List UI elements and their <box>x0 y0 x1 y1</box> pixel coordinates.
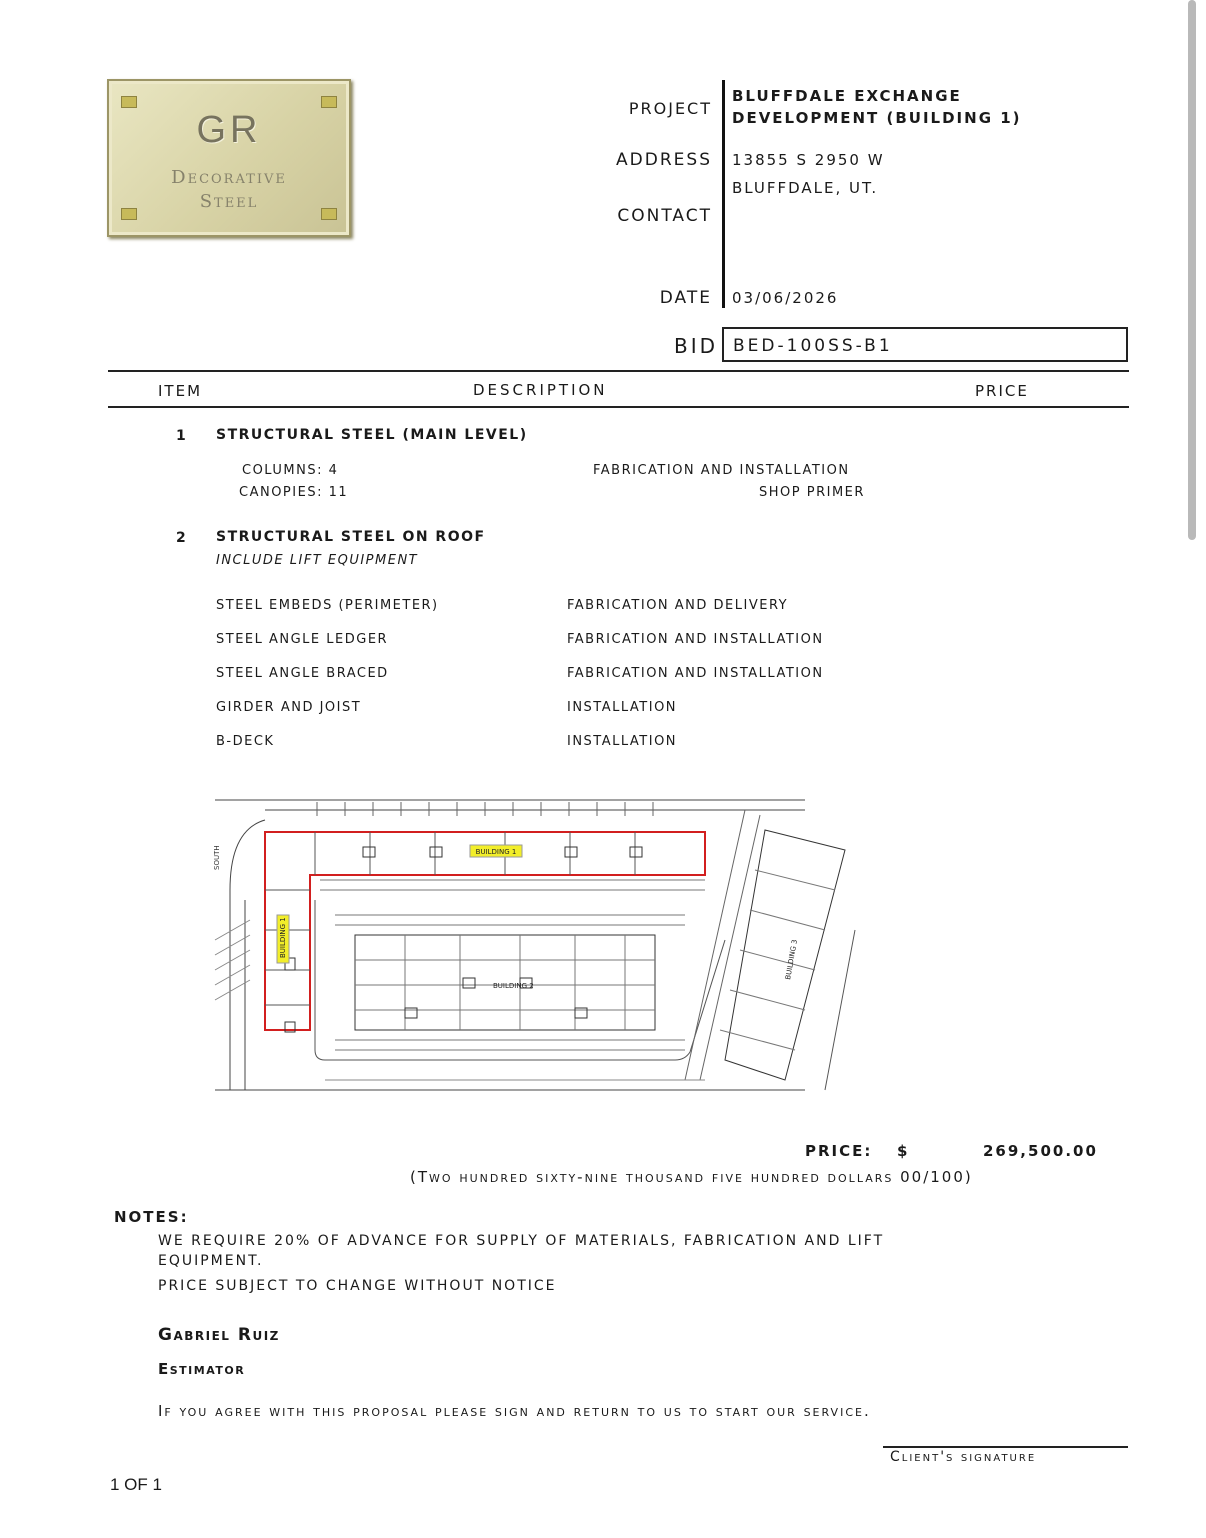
item-1-number: 1 <box>176 428 188 444</box>
signer-title: Estimator <box>158 1360 246 1378</box>
logo-initials: GR <box>196 109 262 151</box>
table-bottom-rule <box>108 406 1129 408</box>
note-price-subject: PRICE SUBJECT TO CHANGE WITHOUT NOTICE <box>158 1278 557 1294</box>
item-1-finish: SHOP PRIMER <box>759 485 865 500</box>
logo-line-steel: Steel <box>199 191 259 212</box>
item-2-title: STRUCTURAL STEEL ON ROOF <box>216 529 486 545</box>
project-line2: DEVELOPMENT (BUILDING 1) <box>732 109 1022 127</box>
date-value: 03/06/2026 <box>732 289 839 307</box>
price-amount: 269,500.00 <box>983 1142 1098 1160</box>
rivet-icon <box>121 96 137 108</box>
note-advance-line1: WE REQUIRE 20% OF ADVANCE FOR SUPPLY OF MATERIALS, FABRICATION AND LIFT <box>158 1233 885 1249</box>
item-2-line-desc: GIRDER AND JOIST <box>216 700 362 715</box>
address-line2: BLUFFDALE, UT. <box>732 179 879 197</box>
date-label: DATE <box>659 288 712 308</box>
notes-label: NOTES: <box>114 1208 189 1226</box>
contact-label: CONTACT <box>617 206 712 226</box>
item-2-line-scope: INSTALLATION <box>567 700 678 715</box>
table-top-rule <box>108 370 1129 372</box>
logo-line-decorative: Decorative <box>171 167 287 188</box>
page-number: 1 OF 1 <box>110 1475 162 1494</box>
site-plan-drawing <box>205 790 865 1100</box>
price-label: PRICE: <box>805 1142 873 1160</box>
item-2-line-scope: FABRICATION AND INSTALLATION <box>567 666 824 681</box>
price-currency: $ <box>897 1142 908 1160</box>
bid-label: BID <box>673 334 718 358</box>
siteplan-building-1-label: BUILDING 1 <box>475 848 517 856</box>
siteplan-south-label: SOUTH <box>213 845 221 870</box>
bid-value: BED-100SS-B1 <box>733 336 893 356</box>
rivet-icon <box>321 96 337 108</box>
item-2-line-scope: INSTALLATION <box>567 734 678 749</box>
address-line1: 13855 S 2950 W <box>732 151 885 169</box>
siteplan-building-1-vertical-label: BUILDING 1 <box>279 917 287 958</box>
header-item: ITEM <box>158 382 203 400</box>
header-description: DESCRIPTION <box>473 381 608 399</box>
item-2-line-desc: STEEL EMBEDS (PERIMETER) <box>216 598 439 613</box>
address-label: ADDRESS <box>616 150 712 170</box>
closing-statement: If you agree with this proposal please sign and return to us to start our service. <box>158 1402 871 1420</box>
project-label: PROJECT <box>628 99 712 118</box>
item-1-scope: FABRICATION AND INSTALLATION <box>593 463 850 478</box>
item-2-subtitle: INCLUDE LIFT EQUIPMENT <box>216 553 419 568</box>
item-2-line-desc: STEEL ANGLE LEDGER <box>216 632 389 647</box>
siteplan-building-2-label: BUILDING 2 <box>493 982 534 990</box>
signature-line <box>883 1446 1128 1448</box>
price-in-words: (Two hundred sixty-nine thousand five hundred dollars 00/100) <box>410 1168 973 1186</box>
header-divider-vertical <box>722 80 725 308</box>
company-logo <box>107 79 351 237</box>
signer-name: Gabriel Ruiz <box>158 1325 280 1345</box>
project-line1: BLUFFDALE EXCHANGE <box>732 87 962 105</box>
item-1-detail-columns: COLUMNS: 4 <box>242 463 339 478</box>
item-1-detail-canopies: CANOPIES: 11 <box>239 485 349 500</box>
siteplan-building-3-label: BUILDING 3 <box>784 938 800 981</box>
item-2-line-desc: STEEL ANGLE BRACED <box>216 666 389 681</box>
item-2-line-scope: FABRICATION AND DELIVERY <box>567 598 789 613</box>
client-signature-label: Client's signature <box>890 1449 1037 1465</box>
item-1-title: STRUCTURAL STEEL (MAIN LEVEL) <box>216 427 528 443</box>
note-advance-line2: EQUIPMENT. <box>158 1253 264 1269</box>
item-2-number: 2 <box>176 530 188 546</box>
header-price: PRICE <box>975 382 1029 400</box>
item-2-line-desc: B-DECK <box>216 734 275 749</box>
item-2-line-scope: FABRICATION AND INSTALLATION <box>567 632 824 647</box>
vertical-scrollbar[interactable] <box>1188 0 1196 540</box>
